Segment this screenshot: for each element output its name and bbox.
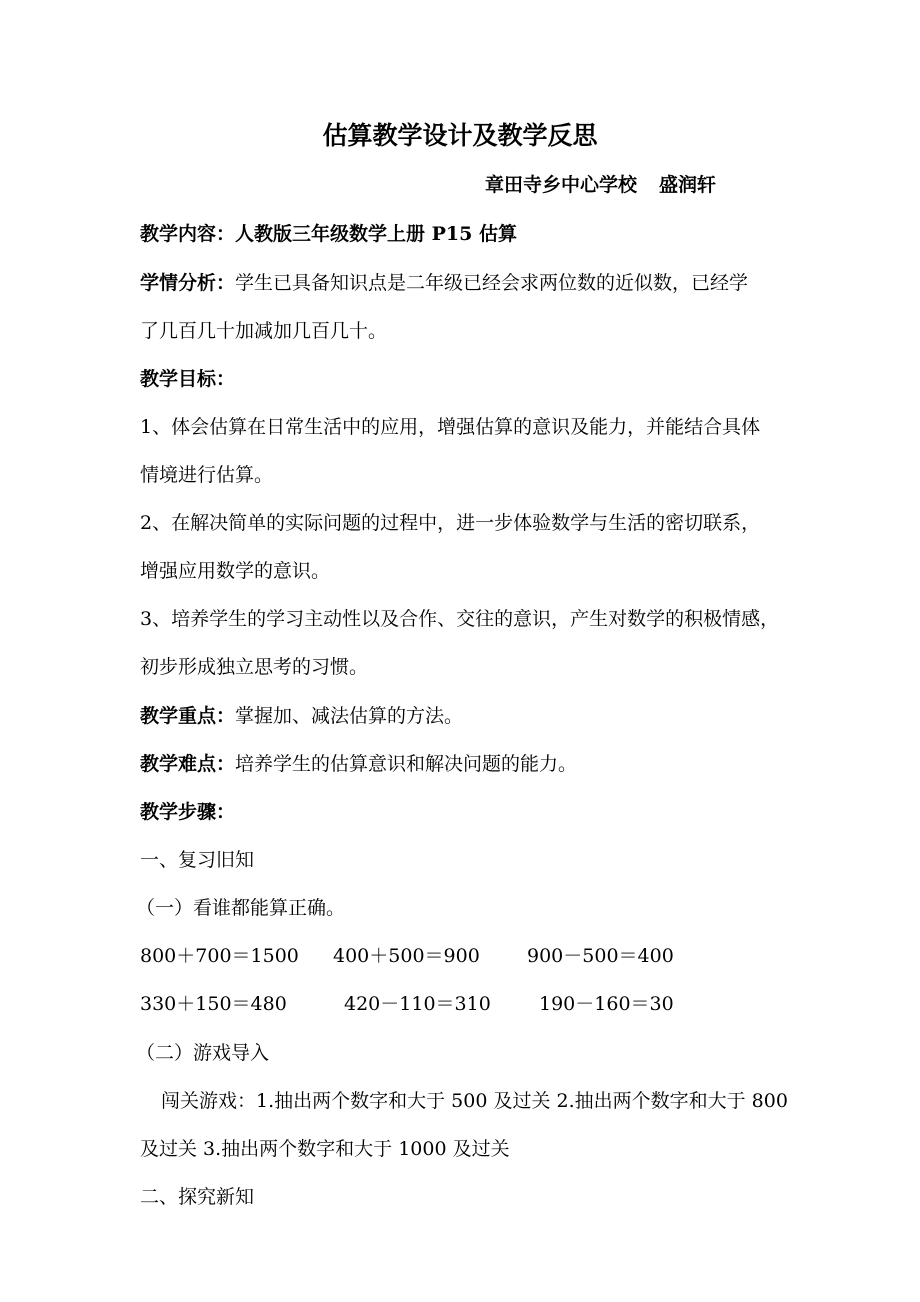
- game-line-2: 及过关 3.抽出两个数字和大于 1000 及过关: [140, 1138, 510, 1160]
- equation: 900－500＝400: [527, 945, 674, 967]
- equation: 800＋700＝1500: [140, 945, 299, 967]
- author-name: 盛润轩: [659, 174, 717, 196]
- step-2-heading: 二、探究新知: [140, 1186, 255, 1208]
- teaching-content: [140, 222, 517, 246]
- game-line-1: 闯关游戏：1.抽出两个数字和大于 500 及过关 2.抽出两个数字和大于 800: [161, 1090, 788, 1112]
- analysis-label: 学情分析：: [140, 272, 236, 294]
- difficulty-text: 培养学生的估算意识和解决问题的能力。: [235, 753, 578, 775]
- step-1-sub-2: （二）游戏导入: [136, 1042, 270, 1064]
- equation: 190－160＝30: [539, 993, 674, 1015]
- steps-label: 教学步骤：: [140, 801, 236, 823]
- goal-2-line-2: 增强应用数学的意识。: [140, 560, 331, 582]
- author-line: [485, 173, 716, 197]
- page-title: 估算教学设计及教学反思: [322, 121, 598, 150]
- difficulty-label: 教学难点：: [140, 753, 236, 775]
- analysis-line-2: 了几百几十加减加几百几十。: [140, 320, 388, 342]
- author-school: 章田寺乡中心学校: [485, 174, 638, 196]
- equation: 420－110＝310: [344, 993, 491, 1015]
- key-label: 教学重点：: [140, 705, 236, 727]
- key-text: 掌握加、减法估算的方法。: [235, 705, 464, 727]
- goal-1-line-1: 1、体会估算在日常生活中的应用，增强估算的意识及能力，并能结合具体: [140, 416, 761, 438]
- goal-2-line-1: 2、在解决简单的实际问题的过程中，进一步体验数学与生活的密切联系，: [140, 512, 761, 534]
- content-label: 教学内容：: [140, 223, 236, 245]
- goal-3-line-1: 3、培养学生的学习主动性以及合作、交往的意识，产生对数学的积极情感，: [140, 608, 780, 630]
- step-1-sub-1: （一）看谁都能算正确。: [136, 897, 346, 919]
- step-1-heading: 一、复习旧知: [140, 849, 255, 871]
- content-text: 人教版三年级数学上册 P15 估算: [235, 223, 517, 245]
- analysis-line-1: [140, 271, 748, 295]
- equation: 400＋500＝900: [333, 945, 480, 967]
- difficulty-point: [140, 752, 577, 776]
- key-point: [140, 704, 463, 728]
- goals-label: 教学目标：: [140, 368, 236, 390]
- goal-1-line-2: 情境进行估算。: [140, 464, 274, 486]
- analysis-text-1: 学生已具备知识点是二年级已经会求两位数的近似数，已经学: [235, 272, 749, 294]
- goal-3-line-2: 初步形成独立思考的习惯。: [140, 656, 369, 678]
- equation: 330＋150＝480: [140, 993, 287, 1015]
